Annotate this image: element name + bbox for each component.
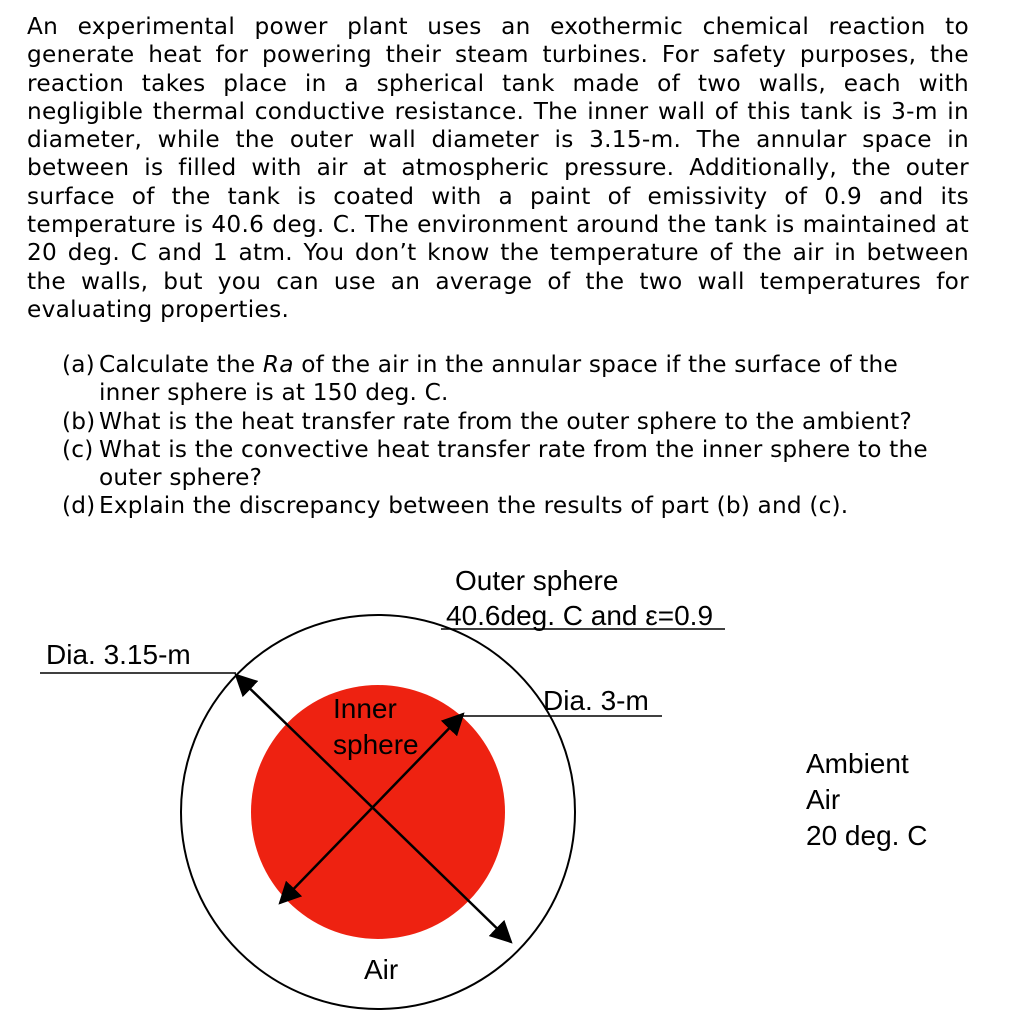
question-c: (c) What is the convective heat transfer rate from the inner sphere to the outer sphere? (62, 435, 928, 492)
inner-diameter-label: Dia. 3-m (543, 685, 649, 716)
question-label: (c) (62, 435, 94, 463)
rayleigh-symbol: Ra (262, 351, 294, 378)
question-label: (b) (62, 407, 96, 435)
ambient-temp-label: 20 deg. C (806, 820, 928, 851)
question-label: (d) (62, 492, 96, 520)
problem-statement: An experimental power plant uses an exothermic chemical reaction to generate heat for powering their steam turbines. For safety purposes, the reaction takes place in a spherical tank made of two walls, each with negligible thermal conductive resistance. The inner wall of this tank is 3-m in diameter, while the outer wall diameter is 3.15-m. The annular space in between is filled with air at atmospheric pressure. Additionally, the outer surface of the tank is coated with a paint of emissivity of 0.9 and its temperature is 40.6 deg. C. The environment around the tank is maintained at 20 deg. C and 1 atm. You don’t know the temperature of the air in between the walls, but you can use an average of the two wall temperatures for evaluating properties. (27, 13, 969, 323)
inner-sphere-label-2: sphere (333, 729, 419, 760)
sphere-diagram (0, 540, 1011, 1024)
question-a: (a) Calculate the Ra of the air in the annular space if the surface of the inner sphere is at 150 deg. C. (62, 351, 898, 407)
outer-sphere-props: 40.6deg. C and ε=0.9 (446, 600, 714, 631)
question-d: (d) Explain the discrepancy between the results of part (b) and (c). (62, 492, 849, 520)
ambient-label-2: Air (806, 784, 841, 815)
inner-sphere-label-1: Inner (333, 693, 397, 724)
question-label: (a) (62, 351, 95, 378)
outer-sphere-title: Outer sphere (455, 565, 619, 596)
ambient-label-1: Ambient (806, 748, 909, 779)
question-b: (b) What is the heat transfer rate from the outer sphere to the ambient? (62, 407, 912, 435)
annulus-air-label: Air (364, 954, 399, 985)
outer-diameter-label: Dia. 3.15-m (46, 639, 191, 670)
question-list (62, 351, 962, 521)
